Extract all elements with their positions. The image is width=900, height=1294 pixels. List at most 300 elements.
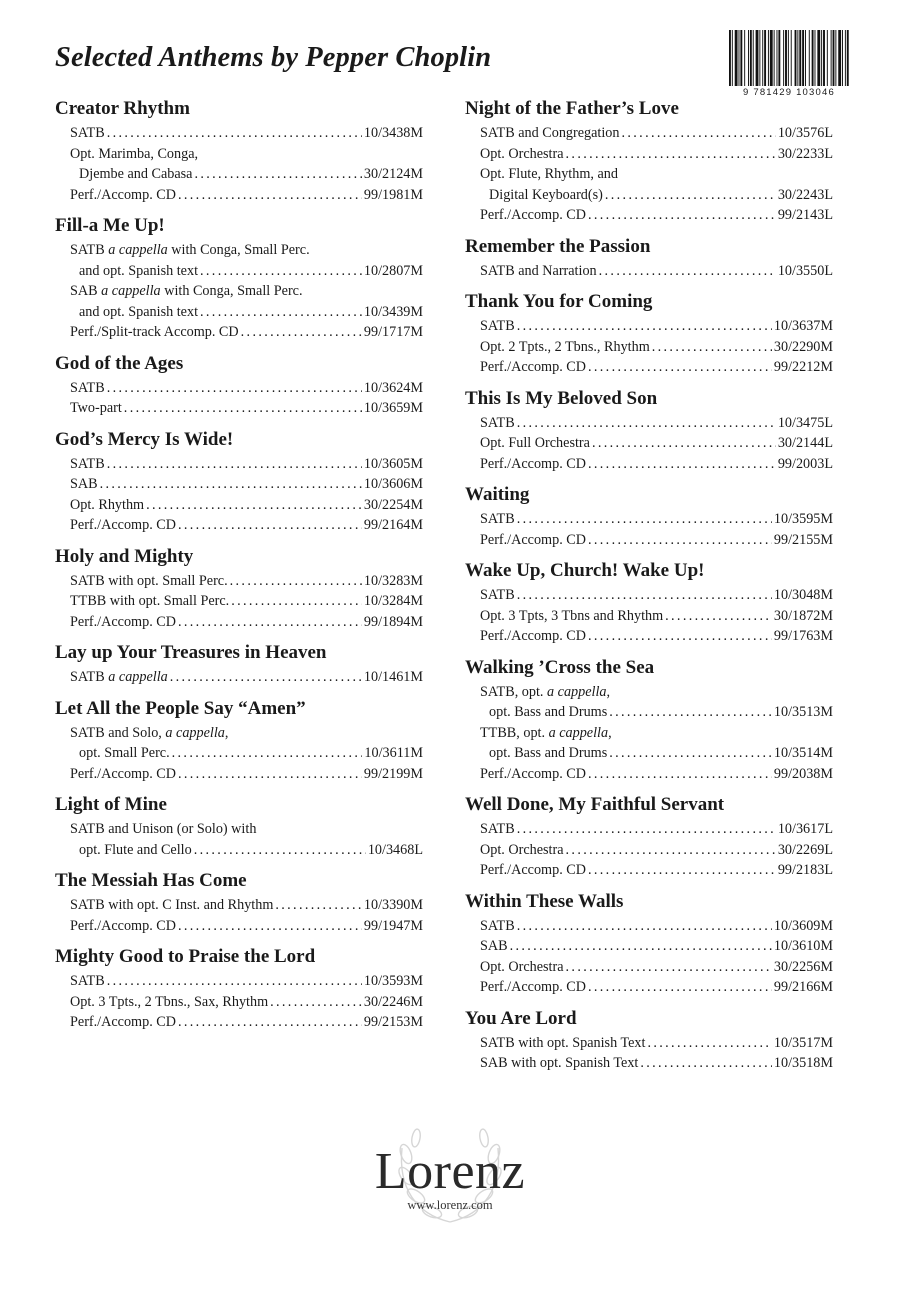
publisher-name: Lorenz — [374, 1143, 526, 1200]
edition-entry — [70, 916, 423, 937]
barcode-bar — [778, 30, 780, 86]
anthem-title: Well Done, My Faithful Servant — [465, 794, 725, 815]
barcode-bar — [732, 30, 733, 86]
edition-entry — [480, 509, 833, 530]
edition-line — [480, 585, 833, 606]
edition-entry — [70, 764, 423, 785]
catalog-number: 10/3617L — [777, 821, 833, 837]
edition-description: Opt. 3 Tpts., 2 Tbns., Sax, Rhythm — [70, 993, 269, 1010]
edition-line — [480, 1033, 833, 1054]
barcode-bar — [835, 30, 836, 86]
edition-description: Perf./Accomp. CD — [480, 862, 586, 878]
page-title: Selected Anthems by Pepper Choplin — [55, 42, 492, 73]
edition-entry — [70, 992, 423, 1013]
edition-description: Perf./Accomp. CD — [480, 979, 586, 995]
edition-line — [70, 515, 423, 536]
edition-description: SATB — [480, 511, 515, 527]
edition-entry — [480, 819, 833, 840]
barcode-bar — [768, 30, 769, 86]
dot-leader — [107, 971, 362, 992]
anthem-creator-rhythm — [55, 96, 423, 205]
catalog-number: 10/3518M — [773, 1055, 833, 1071]
edition-entry — [70, 123, 423, 144]
edition-description: Digital Keyboard(s) — [489, 186, 603, 203]
dot-leader — [588, 977, 772, 998]
barcode-bar — [762, 30, 763, 86]
edition-entry — [480, 977, 833, 998]
barcode-bar — [788, 30, 789, 86]
edition-line — [480, 936, 833, 957]
edition-list — [465, 682, 833, 785]
edition-line — [70, 667, 423, 688]
edition-entry — [70, 723, 423, 764]
edition-description: SATB — [70, 125, 105, 141]
edition-entry — [70, 819, 423, 860]
dot-leader — [588, 205, 776, 226]
catalog-number: 10/3517M — [773, 1034, 833, 1051]
edition-entry — [70, 895, 423, 916]
edition-description: SATB — [480, 318, 515, 334]
catalog-number: 10/2807M — [363, 262, 423, 279]
edition-line — [70, 743, 423, 764]
anthem-title: God’s Mercy Is Wide! — [55, 428, 234, 450]
catalog-number: 99/2153M — [363, 1014, 423, 1030]
edition-description: TTBB with opt. Small Perc. — [70, 593, 230, 609]
anthem-title: The Messiah Has Come — [55, 870, 247, 891]
edition-entry — [480, 585, 833, 606]
edition-line — [70, 185, 423, 206]
edition-line — [70, 840, 423, 861]
anthem-title: Walking ’Cross the Sea — [465, 656, 655, 678]
edition-line — [480, 337, 833, 358]
barcode-digits: 9 781429 103046 — [743, 87, 835, 98]
edition-description: SATB — [70, 455, 105, 472]
edition-entry — [480, 261, 833, 282]
catalog-number: 10/3438M — [363, 125, 423, 141]
edition-line — [70, 571, 423, 592]
edition-entry — [70, 474, 423, 495]
edition-line — [70, 474, 423, 495]
dot-leader — [588, 530, 772, 551]
catalog-number: 30/2233L — [777, 145, 833, 162]
anthem-title: Thank You for Coming — [465, 291, 653, 312]
edition-list — [55, 123, 423, 205]
barcode-bar — [750, 30, 752, 86]
edition-list — [55, 895, 423, 936]
anthem-title: Lay up Your Treasures in Heaven — [55, 642, 327, 663]
catalog-number: 10/3283M — [363, 572, 423, 589]
edition-description: SAB a cappella with Conga, Small Perc. — [70, 283, 303, 299]
catalog-number: 10/3390M — [363, 897, 423, 913]
anthem-title: Waiting — [465, 484, 530, 505]
catalog-number: 99/1894M — [363, 613, 423, 630]
catalog-number: 30/2256M — [773, 958, 833, 975]
anthem-waiting — [465, 482, 833, 550]
edition-entry — [70, 398, 423, 419]
edition-description: SATB and Congregation — [480, 125, 620, 141]
edition-description: SAB — [480, 938, 508, 954]
edition-description: Perf./Accomp. CD — [480, 455, 586, 472]
anthem-title: Mighty Good to Praise the Lord — [55, 946, 316, 967]
dot-leader — [100, 474, 362, 495]
anthem-within-these-walls — [465, 889, 833, 998]
edition-description: SATB — [480, 821, 515, 837]
edition-description: Opt. Flute, Rhythm, and — [480, 166, 618, 182]
edition-entry — [480, 337, 833, 358]
barcode-bar — [770, 30, 773, 86]
dot-leader — [599, 261, 776, 282]
edition-description: SATB with opt. Spanish Text — [480, 1034, 646, 1051]
catalog-number: 10/3468L — [367, 841, 423, 858]
catalog-number: 30/2269L — [777, 841, 833, 858]
barcode-bar — [799, 30, 801, 86]
dot-leader — [588, 357, 772, 378]
edition-entry — [480, 682, 833, 723]
barcode-bar — [802, 30, 804, 86]
dot-leader — [592, 433, 776, 454]
dot-leader — [124, 398, 362, 419]
catalog-number: 10/3576L — [777, 125, 833, 141]
edition-line — [480, 764, 833, 785]
edition-description: SATB — [480, 587, 515, 603]
barcode-bar — [759, 30, 760, 86]
barcode — [728, 30, 850, 100]
catalog-number: 10/3659M — [363, 400, 423, 416]
dot-leader — [200, 302, 362, 323]
dot-leader — [200, 261, 362, 282]
edition-list — [465, 316, 833, 378]
anthem-fill-a-me-up — [55, 213, 423, 343]
edition-description: Opt. 2 Tpts., 2 Tbns., Rhythm — [480, 338, 650, 355]
edition-line — [480, 530, 833, 551]
edition-entry — [70, 378, 423, 399]
edition-line — [480, 743, 833, 764]
edition-description: Opt. Full Orchestra — [480, 435, 590, 451]
barcode-bar — [809, 30, 810, 86]
edition-description: Opt. 3 Tpts, 3 Tbns and Rhythm — [480, 607, 664, 624]
barcode-bar — [821, 30, 822, 86]
anthem-let-all-the-people-say-amen — [55, 696, 423, 785]
edition-description: and opt. Spanish text — [79, 303, 199, 320]
catalog-number: 99/1947M — [363, 917, 423, 934]
edition-entry — [480, 205, 833, 226]
dot-leader — [588, 860, 776, 881]
edition-entry — [70, 571, 423, 592]
edition-line — [70, 992, 423, 1013]
dot-leader — [517, 316, 772, 337]
catalog-number: 99/2166M — [773, 979, 833, 995]
barcode-bar — [729, 30, 731, 86]
edition-entry — [480, 454, 833, 475]
dot-leader — [609, 743, 772, 764]
edition-description: Perf./Accomp. CD — [70, 917, 176, 934]
anthem-title: Within These Walls — [465, 890, 624, 912]
anthem-remember-the-passion — [465, 234, 833, 282]
edition-description: SATB — [480, 917, 515, 934]
catalog-number: 10/3048M — [773, 587, 833, 603]
dot-leader — [178, 185, 362, 206]
catalog-number: 30/2254M — [363, 496, 423, 513]
edition-entry — [480, 626, 833, 647]
edition-list — [465, 1033, 833, 1074]
edition-description: opt. Bass and Drums — [489, 704, 608, 720]
edition-line — [480, 205, 833, 226]
catalog-number: 10/3624M — [363, 379, 423, 396]
catalog-number: 99/2143L — [777, 207, 833, 223]
edition-description: Perf./Accomp. CD — [70, 1014, 176, 1030]
anthem-title: You Are Lord — [465, 1007, 577, 1029]
edition-description: Opt. Orchestra — [480, 145, 564, 162]
anthem-lay-up-your-treasures-in-heaven — [55, 640, 423, 688]
barcode-bar — [812, 30, 814, 86]
edition-entry — [70, 185, 423, 206]
edition-description: Perf./Accomp. CD — [70, 517, 176, 533]
dot-leader — [605, 185, 776, 206]
edition-line — [480, 357, 833, 378]
anthem-god-of-the-ages — [55, 351, 423, 419]
edition-list — [465, 509, 833, 550]
edition-description: SATB with opt. C Inst. and Rhythm — [70, 897, 274, 913]
dot-leader — [178, 515, 362, 536]
edition-entry — [70, 591, 423, 612]
dot-leader — [517, 916, 772, 937]
edition-list — [55, 378, 423, 419]
edition-description: SATB — [70, 973, 105, 989]
edition-entry — [480, 1053, 833, 1074]
edition-entry — [480, 1033, 833, 1054]
dot-leader — [647, 1033, 771, 1054]
edition-list — [55, 971, 423, 1033]
edition-description: SATB — [70, 379, 105, 396]
edition-line — [70, 612, 423, 633]
edition-entry — [480, 606, 833, 627]
dot-leader — [566, 144, 776, 165]
edition-description: Perf./Accomp. CD — [70, 765, 176, 782]
barcode-bar — [764, 30, 766, 86]
dot-leader — [510, 936, 772, 957]
edition-line — [480, 1053, 833, 1074]
edition-line — [480, 261, 833, 282]
dot-leader — [640, 1053, 772, 1074]
anthem-title: God of the Ages — [55, 352, 184, 374]
edition-line — [480, 144, 833, 165]
edition-list — [465, 123, 833, 226]
catalog-number: 99/2199M — [363, 765, 423, 782]
edition-line — [70, 591, 423, 612]
edition-list — [465, 413, 833, 475]
anthem-title: Night of the Father’s Love — [465, 98, 679, 119]
dot-leader — [178, 1012, 362, 1033]
anthem-title: Creator Rhythm — [55, 98, 190, 119]
edition-description: Perf./Split-track Accomp. CD — [70, 324, 239, 340]
edition-entry — [480, 123, 833, 144]
edition-description: Perf./Accomp. CD — [480, 765, 586, 782]
edition-line — [70, 971, 423, 992]
catalog-number: 30/2246M — [363, 993, 423, 1010]
barcode-bar — [805, 30, 806, 86]
edition-description: Perf./Accomp. CD — [480, 207, 586, 223]
anthem-wake-up-church-wake-up — [465, 558, 833, 647]
catalog-number: 10/3514M — [773, 745, 833, 761]
barcode-bar — [753, 30, 754, 86]
edition-entry — [70, 322, 423, 343]
anthem-the-messiah-has-come — [55, 868, 423, 936]
edition-description: TTBB, opt. a cappella, — [480, 724, 612, 741]
anthem-well-done-my-faithful-servant — [465, 792, 833, 881]
edition-line — [480, 433, 833, 454]
catalog-number: 99/2164M — [363, 517, 423, 533]
edition-line — [70, 123, 423, 144]
edition-entry — [480, 764, 833, 785]
edition-line — [70, 261, 423, 282]
catalog-number: 99/2003L — [777, 455, 833, 472]
right-column — [465, 96, 833, 1082]
barcode-bar — [791, 30, 792, 86]
anthem-night-of-the-fathers-love — [465, 96, 833, 226]
dot-leader — [172, 743, 363, 764]
publisher-logo — [350, 1118, 550, 1228]
dot-leader — [146, 495, 362, 516]
dot-leader — [275, 895, 362, 916]
edition-entry — [480, 316, 833, 337]
dot-leader — [194, 164, 361, 185]
dot-leader — [178, 916, 362, 937]
edition-list — [465, 819, 833, 881]
edition-description: opt. Flute and Cello — [79, 841, 192, 858]
dot-leader — [194, 840, 366, 861]
dot-leader — [107, 378, 362, 399]
anthem-title: This Is My Beloved Son — [465, 387, 658, 409]
edition-entry — [70, 515, 423, 536]
edition-entry — [70, 495, 423, 516]
catalog-number: 10/3513M — [773, 704, 833, 720]
catalog-number: 10/1461M — [363, 669, 423, 685]
barcode-bar — [831, 30, 832, 86]
catalog-number: 10/3609M — [773, 917, 833, 934]
anthem-light-of-mine — [55, 792, 423, 860]
anthem-mighty-good-to-praise-the-lord — [55, 944, 423, 1033]
edition-line — [480, 606, 833, 627]
dot-leader — [517, 585, 772, 606]
edition-line — [480, 957, 833, 978]
anthem-thank-you-for-coming — [465, 289, 833, 378]
edition-entry — [480, 840, 833, 861]
catalog-number: 10/3284M — [363, 593, 423, 609]
edition-list — [55, 667, 423, 688]
catalog-number: 30/2290M — [773, 338, 833, 355]
edition-description: Perf./Accomp. CD — [70, 613, 176, 630]
edition-line — [70, 764, 423, 785]
edition-entry — [70, 454, 423, 475]
catalog-number: 99/2212M — [773, 359, 833, 375]
catalog-number: 10/3610M — [773, 938, 833, 954]
dot-leader — [270, 992, 362, 1013]
catalog-number: 10/3637M — [773, 318, 833, 334]
dot-leader — [241, 322, 362, 343]
catalog-number: 30/2144L — [777, 435, 833, 451]
edition-description: opt. Bass and Drums — [489, 745, 608, 761]
catalog-number: 30/2124M — [363, 166, 423, 182]
dot-leader — [170, 667, 362, 688]
dot-leader — [517, 819, 776, 840]
edition-description: Djembe and Cabasa — [79, 166, 193, 182]
anthem-holy-and-mighty — [55, 544, 423, 633]
dot-leader — [622, 123, 776, 144]
barcode-bar — [833, 30, 835, 86]
edition-line — [480, 626, 833, 647]
barcode-bar — [756, 30, 759, 86]
edition-description: SATB and Unison (or Solo) with — [70, 821, 257, 837]
edition-entry — [70, 240, 423, 281]
dot-leader — [588, 626, 772, 647]
dot-leader — [107, 454, 362, 475]
edition-line — [480, 916, 833, 937]
edition-line — [480, 316, 833, 337]
edition-line — [70, 398, 423, 419]
edition-entry — [480, 936, 833, 957]
edition-description: Perf./Accomp. CD — [480, 359, 586, 375]
dot-leader — [588, 454, 776, 475]
catalog-number: 10/3606M — [363, 476, 423, 492]
catalog-number: 99/1981M — [363, 186, 423, 203]
edition-description: SATB and Narration — [480, 262, 597, 279]
edition-line — [70, 916, 423, 937]
edition-line — [70, 302, 423, 323]
barcode-bar — [847, 30, 849, 86]
barcode-graphic — [728, 30, 850, 86]
barcode-bar — [739, 30, 740, 86]
catalog-number: 30/2243L — [777, 186, 833, 203]
catalog-number: 99/2183L — [777, 862, 833, 878]
edition-entry — [480, 530, 833, 551]
edition-description: SAB with opt. Spanish Text — [480, 1055, 639, 1071]
dot-leader — [588, 764, 772, 785]
edition-entry — [70, 612, 423, 633]
barcode-bar — [740, 30, 742, 86]
edition-entry — [480, 357, 833, 378]
anthem-title: Wake Up, Church! Wake Up! — [465, 560, 705, 581]
edition-entry — [70, 281, 423, 322]
edition-entry — [70, 667, 423, 688]
dot-leader — [231, 591, 362, 612]
edition-line — [480, 840, 833, 861]
edition-entry — [480, 860, 833, 881]
edition-description: SATB with opt. Small Perc. — [70, 572, 228, 589]
catalog-number: 10/3595M — [773, 511, 833, 527]
catalog-number: 10/3475L — [777, 414, 833, 431]
dot-leader — [517, 509, 772, 530]
anthem-title: Remember the Passion — [465, 235, 651, 257]
edition-description: Perf./Accomp. CD — [480, 531, 586, 548]
edition-list — [55, 240, 423, 343]
barcode-bar — [735, 30, 738, 86]
edition-description: SATB, opt. a cappella, — [480, 683, 611, 700]
edition-description: Perf./Accomp. CD — [480, 628, 586, 644]
edition-line — [480, 509, 833, 530]
edition-line — [70, 322, 423, 343]
barcode-bar — [845, 30, 846, 86]
edition-description: SATB a cappella — [70, 669, 168, 685]
edition-list — [465, 585, 833, 647]
anthem-you-are-lord — [465, 1006, 833, 1074]
dot-leader — [178, 764, 362, 785]
edition-entry — [70, 971, 423, 992]
edition-line — [480, 702, 833, 723]
catalog-number: 99/2038M — [773, 765, 833, 782]
edition-line — [480, 454, 833, 475]
edition-list — [55, 723, 423, 785]
edition-description: SATB a cappella with Conga, Small Perc. — [70, 242, 310, 258]
